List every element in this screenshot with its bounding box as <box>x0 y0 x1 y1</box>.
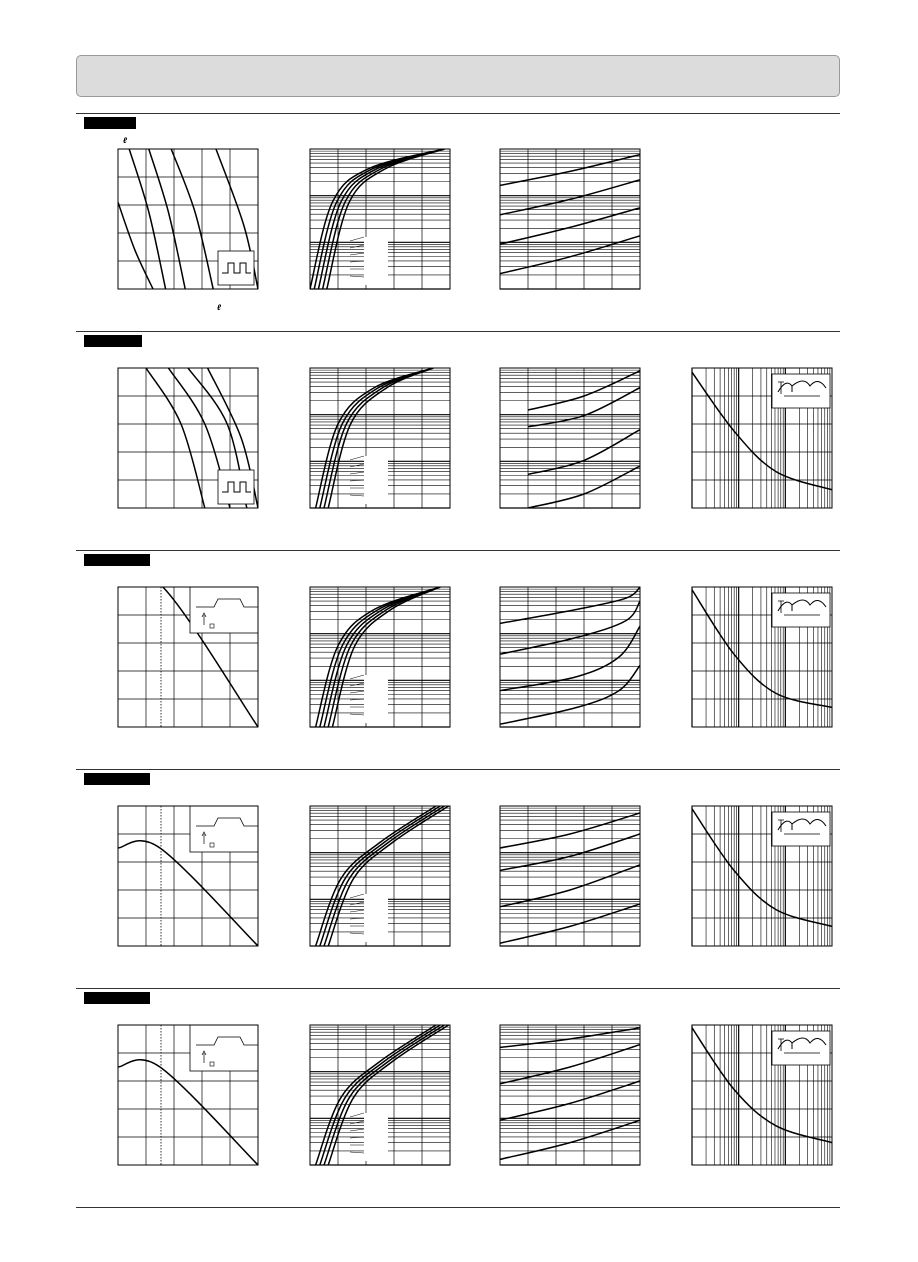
chart-svg <box>118 149 258 289</box>
chart-svg <box>692 1025 832 1165</box>
inset-package <box>190 806 258 852</box>
plot-area <box>500 1025 640 1165</box>
inset-package <box>190 1025 258 1071</box>
plot-area <box>500 368 640 508</box>
section-divider <box>76 331 840 332</box>
section-tab-4 <box>84 773 150 785</box>
chart-r5-c2 <box>310 1025 450 1165</box>
inset-pulse <box>218 470 254 504</box>
plot-area <box>500 806 640 946</box>
inset-waveform <box>772 1031 830 1065</box>
section-tab-1 <box>84 117 136 129</box>
chart-r2-c3 <box>500 368 640 508</box>
inset-waveform <box>772 812 830 846</box>
chart-svg <box>310 587 450 727</box>
chart-svg <box>500 1025 640 1165</box>
chart-r2-c1 <box>118 368 258 508</box>
chart-r1-c2 <box>310 149 450 289</box>
chart-svg <box>500 149 640 289</box>
chart-svg <box>500 587 640 727</box>
chart-svg <box>310 149 450 289</box>
chart-svg <box>310 368 450 508</box>
chart-r3-c4 <box>692 587 832 727</box>
axis-symbol-top: ℓ <box>123 136 128 145</box>
page-header-bar <box>76 55 840 97</box>
chart-r3-c2 <box>310 587 450 727</box>
chart-r5-c3 <box>500 1025 640 1165</box>
inset-waveform <box>772 374 830 408</box>
section-tab-5 <box>84 992 150 1004</box>
chart-svg <box>310 1025 450 1165</box>
section-divider <box>76 769 840 770</box>
section-divider <box>76 988 840 989</box>
inset-package <box>190 587 258 633</box>
chart-svg <box>310 806 450 946</box>
chart-r5-c4 <box>692 1025 832 1165</box>
inset-waveform <box>772 593 830 627</box>
chart-r4-c1 <box>118 806 258 946</box>
chart-r3-c1 <box>118 587 258 727</box>
section-divider <box>76 1207 840 1208</box>
chart-r2-c2 <box>310 368 450 508</box>
chart-r4-c3 <box>500 806 640 946</box>
chart-r4-c2 <box>310 806 450 946</box>
chart-r2-c4 <box>692 368 832 508</box>
chart-r3-c3 <box>500 587 640 727</box>
section-divider <box>76 550 840 551</box>
axis-symbol-bottom: ℓ <box>217 303 222 312</box>
chart-r5-c1 <box>118 1025 258 1165</box>
inset-pulse <box>218 251 254 285</box>
chart-r4-c4 <box>692 806 832 946</box>
chart-svg <box>692 587 832 727</box>
chart-r1-c3 <box>500 149 640 289</box>
section-tab-2 <box>84 335 142 347</box>
section-divider <box>76 113 840 114</box>
section-tab-3 <box>84 554 150 566</box>
chart-svg <box>118 1025 258 1165</box>
chart-svg <box>692 368 832 508</box>
chart-svg <box>118 368 258 508</box>
chart-svg <box>118 806 258 946</box>
chart-svg <box>692 806 832 946</box>
chart-svg <box>500 806 640 946</box>
chart-svg <box>118 587 258 727</box>
chart-svg <box>500 368 640 508</box>
chart-r1-c1 <box>118 149 258 289</box>
